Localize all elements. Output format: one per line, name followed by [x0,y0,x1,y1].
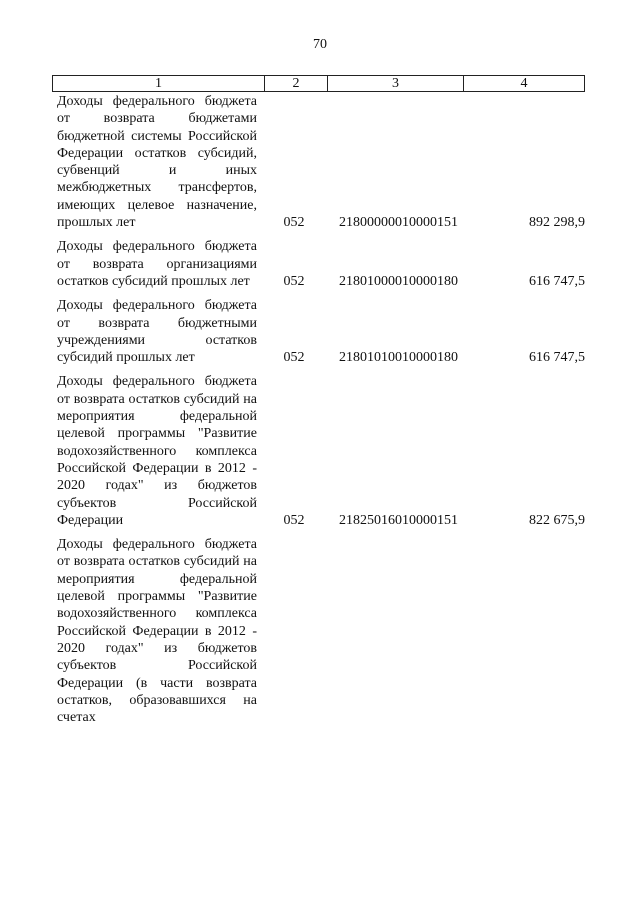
row-name: Доходы федерального бюджета от возврата бюджетами бюджетной системы Российской Федерации остатков субсидий, субвенций и иных межбюджетных трансфертов, имеющих целевое назначение, прошлых лет [57,94,257,231]
row-kbk: 21801010010000180 [339,350,458,366]
column-header-3: 3 [327,76,463,91]
table-row [57,297,585,366]
row-name: Доходы федерального бюджета от возврата остатков субсидий на мероприятия федеральной целевой программы "Развитие водохозяйственного комплекса Российской Федерации в 2012 - 2020 годах" из бюджетов субъектов Российской Федерации (в части возврата остатков, образовавшихся на счетах [57,537,257,726]
table-row [57,93,585,231]
row-sum: 616 747,5 [529,350,585,366]
table-row [57,238,585,290]
table-header [52,75,585,92]
table-body [57,93,585,733]
row-sum: 822 675,9 [529,512,585,528]
column-header-4: 4 [463,76,584,91]
table-row [57,373,585,529]
row-code: 052 [283,350,305,366]
row-name: Доходы федерального бюджета от возврата остатков субсидий на мероприятия федеральной целевой программы "Развитие водохозяйственного комплекса Российской Федерации в 2012 - 2020 годах" из бюджетов субъектов Российской Федерации [57,374,257,528]
row-code: 052 [283,273,305,289]
row-sum: 616 747,5 [529,273,585,289]
column-header-2: 2 [264,76,327,91]
row-name: Доходы федерального бюджета от возврата организациями остатков субсидий прошлых лет [57,239,257,289]
page-number: 70 [313,37,327,52]
row-code: 052 [283,512,305,528]
row-name: Доходы федерального бюджета от возврата бюджетными учреждениями остатков субсидий прошлых лет [57,298,257,366]
row-kbk: 21825016010000151 [339,512,458,528]
row-code: 052 [283,215,305,231]
row-kbk: 21800000010000151 [339,215,458,231]
table-row [57,536,585,726]
column-header-1: 1 [155,76,162,91]
row-kbk: 21801000010000180 [339,273,458,289]
row-sum: 892 298,9 [529,215,585,231]
